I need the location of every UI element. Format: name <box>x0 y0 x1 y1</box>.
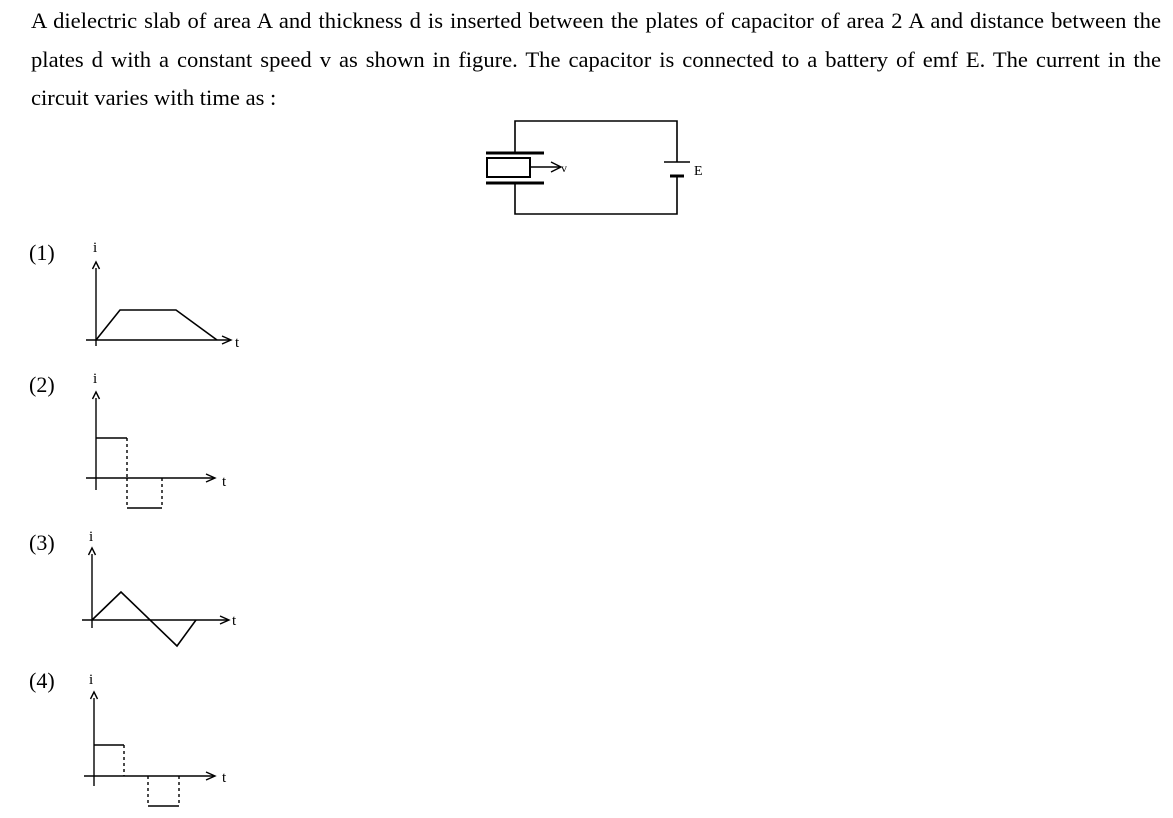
option-1-x-label: t <box>235 335 240 351</box>
option-3-label: (3) <box>29 530 55 555</box>
question-text: A dielectric slab of area A and thickness d is inserted between the plates of capacitor of area 2 A and distance between the plates d with a constant speed v as shown in figure. The capacitor is connected to a battery of emf E. The current in the circuit varies with time as : <box>31 8 1161 110</box>
option-4-x-label: t <box>222 770 227 786</box>
option-2-y-arrowhead <box>93 392 100 399</box>
option-4-y-arrowhead <box>91 692 98 699</box>
option-1-curve <box>96 310 217 340</box>
option-3-x-label: t <box>232 613 237 629</box>
battery-label: E <box>694 164 703 179</box>
option-1-y-label: i <box>93 240 98 256</box>
option-2-graph <box>86 392 215 508</box>
velocity-label: v <box>561 161 567 175</box>
option-2-y-label: i <box>93 371 98 387</box>
option-2-label: (2) <box>29 372 55 397</box>
option-3-y-label: i <box>89 529 94 545</box>
option-4-graph <box>84 692 215 806</box>
option-3-graph <box>82 548 229 646</box>
option-3-curve <box>92 592 196 646</box>
option-2-x-label: t <box>222 474 227 490</box>
option-1-label: (1) <box>29 240 55 265</box>
option-4-label: (4) <box>29 668 55 693</box>
option-1-graph <box>86 262 231 346</box>
option-4-y-label: i <box>89 672 94 688</box>
option-3-y-arrowhead <box>89 548 96 555</box>
option-1-y-arrowhead <box>93 262 100 269</box>
